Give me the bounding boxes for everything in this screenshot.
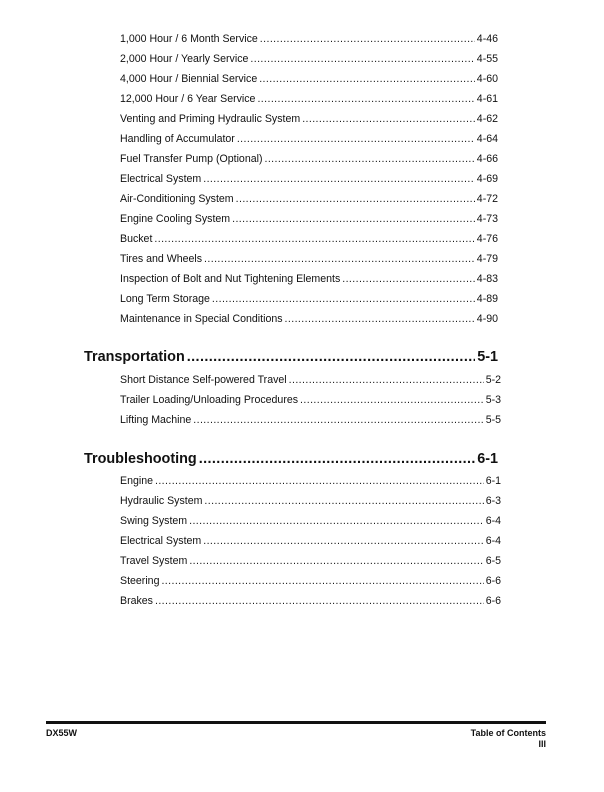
toc-entry-page: 4-76 <box>476 233 498 245</box>
toc-entry-page: 6-6 <box>485 595 501 607</box>
dot-leader <box>212 292 475 306</box>
toc-entry-label: Hydraulic System <box>120 495 203 507</box>
dot-leader <box>264 152 474 166</box>
toc-entry-label: Air-Conditioning System <box>120 193 234 205</box>
toc-entry-label: Electrical System <box>120 173 202 185</box>
toc-entry[interactable] <box>120 514 501 528</box>
toc-entry-page: 5-5 <box>485 414 501 426</box>
toc-entry-label: 12,000 Hour / 6 Year Service <box>120 93 256 105</box>
toc-entry[interactable] <box>120 92 498 106</box>
dot-leader <box>300 393 484 407</box>
dot-leader <box>199 450 475 468</box>
dot-leader <box>203 534 483 548</box>
toc-entry-label: 4,000 Hour / Biennial Service <box>120 73 258 85</box>
toc-entry-label: Lifting Machine <box>120 414 192 426</box>
toc-entry[interactable] <box>120 312 498 326</box>
toc-entry-page: 4-89 <box>476 293 498 305</box>
toc-entry-page: 4-69 <box>476 173 498 185</box>
toc-entry-page: 6-1 <box>485 475 501 487</box>
dot-leader <box>302 112 475 126</box>
toc-section-heading[interactable] <box>84 450 498 468</box>
toc-entry[interactable] <box>120 534 501 548</box>
toc-entry-page: 4-62 <box>476 113 498 125</box>
toc-section-heading[interactable] <box>84 348 498 366</box>
toc-entry[interactable] <box>120 272 498 286</box>
toc-entry-page: 4-55 <box>476 53 498 65</box>
dot-leader <box>257 92 474 106</box>
toc-entry-label: Inspection of Bolt and Nut Tightening Elements <box>120 273 341 285</box>
dot-leader <box>237 132 475 146</box>
toc-entry-page: 6-5 <box>485 555 501 567</box>
dot-leader <box>193 413 483 427</box>
toc-entry-page: 4-46 <box>476 33 498 45</box>
dot-leader <box>204 494 483 508</box>
toc-entry-page: 4-79 <box>476 253 498 265</box>
toc-entry-label: Short Distance Self-powered Travel <box>120 374 287 386</box>
dot-leader <box>342 272 475 286</box>
footer-model: DX55W <box>46 728 78 738</box>
toc-entry-label: Brakes <box>120 595 153 607</box>
dot-leader <box>232 212 475 226</box>
dot-leader <box>189 514 484 528</box>
toc-entry-label: Long Term Storage <box>120 293 210 305</box>
toc-entry-page: 4-66 <box>476 153 498 165</box>
dot-leader <box>161 574 483 588</box>
toc-entry-page: 4-90 <box>476 313 498 325</box>
dot-leader <box>155 474 484 488</box>
toc-entry[interactable] <box>120 132 498 146</box>
toc-entry[interactable] <box>120 52 498 66</box>
toc-entry[interactable] <box>120 413 501 427</box>
section-page: 5-1 <box>477 349 498 365</box>
toc-entry-label: Venting and Priming Hydraulic System <box>120 113 301 125</box>
dot-leader <box>154 232 474 246</box>
toc-entry[interactable] <box>120 112 498 126</box>
toc-entry[interactable] <box>120 494 501 508</box>
toc-entry[interactable] <box>120 474 501 488</box>
dot-leader <box>204 252 475 266</box>
dot-leader <box>259 72 475 86</box>
toc-entry[interactable] <box>120 232 498 246</box>
toc-entry-page: 6-3 <box>485 495 501 507</box>
toc-entry-label: Fuel Transfer Pump (Optional) <box>120 153 263 165</box>
toc-entry-page: 4-72 <box>476 193 498 205</box>
toc-entry-page: 6-4 <box>485 515 501 527</box>
toc-entry-page: 4-83 <box>476 273 498 285</box>
toc-entry[interactable] <box>120 554 501 568</box>
toc-entry[interactable] <box>120 212 498 226</box>
toc-entry-label: Bucket <box>120 233 153 245</box>
dot-leader <box>285 312 475 326</box>
section-page: 6-1 <box>477 451 498 467</box>
toc-entry[interactable] <box>120 172 498 186</box>
toc-entry-label: Engine Cooling System <box>120 213 231 225</box>
dot-leader <box>289 373 484 387</box>
toc-entry-label: Tires and Wheels <box>120 253 203 265</box>
toc-entry-page: 6-6 <box>485 575 501 587</box>
footer-section <box>471 728 546 750</box>
toc-entry-page: 4-61 <box>476 93 498 105</box>
toc-entry-page: 4-60 <box>476 73 498 85</box>
dot-leader <box>189 554 483 568</box>
toc-entry[interactable] <box>120 192 498 206</box>
toc-entry-label: Swing System <box>120 515 188 527</box>
dot-leader <box>203 172 475 186</box>
section-title: Troubleshooting <box>84 451 197 467</box>
toc-entry[interactable] <box>120 393 501 407</box>
toc-entry-page: 4-73 <box>476 213 498 225</box>
dot-leader <box>236 192 475 206</box>
dot-leader <box>260 32 475 46</box>
toc-entry[interactable] <box>120 594 501 608</box>
dot-leader <box>250 52 474 66</box>
toc-entry-label: Maintenance in Special Conditions <box>120 313 283 325</box>
toc-entry[interactable] <box>120 252 498 266</box>
toc-entry-label: Trailer Loading/Unloading Procedures <box>120 394 299 406</box>
toc-entry-page: 6-4 <box>485 535 501 547</box>
toc-entry[interactable] <box>120 292 498 306</box>
footer-page-number: III <box>538 739 546 749</box>
toc-entry-label: Steering <box>120 575 160 587</box>
toc-entry-label: 1,000 Hour / 6 Month Service <box>120 33 258 45</box>
toc-entry[interactable] <box>120 574 501 588</box>
toc-entry-label: Travel System <box>120 555 188 567</box>
footer-rule <box>46 721 546 724</box>
toc-entry[interactable] <box>120 152 498 166</box>
toc-entry[interactable] <box>120 32 498 46</box>
toc-entry-label: Electrical System <box>120 535 202 547</box>
toc-entry[interactable] <box>120 72 498 86</box>
toc-entry-label: 2,000 Hour / Yearly Service <box>120 53 249 65</box>
toc-entry-page: 5-3 <box>485 394 501 406</box>
toc-entry[interactable] <box>120 373 501 387</box>
dot-leader <box>187 348 475 366</box>
toc-entry-page: 5-2 <box>485 374 501 386</box>
toc-entry-page: 4-64 <box>476 133 498 145</box>
dot-leader <box>155 594 484 608</box>
section-title: Transportation <box>84 349 185 365</box>
footer-section-title: Table of Contents <box>470 728 546 738</box>
toc-entry-label: Engine <box>120 475 153 487</box>
toc-entry-label: Handling of Accumulator <box>120 133 235 145</box>
